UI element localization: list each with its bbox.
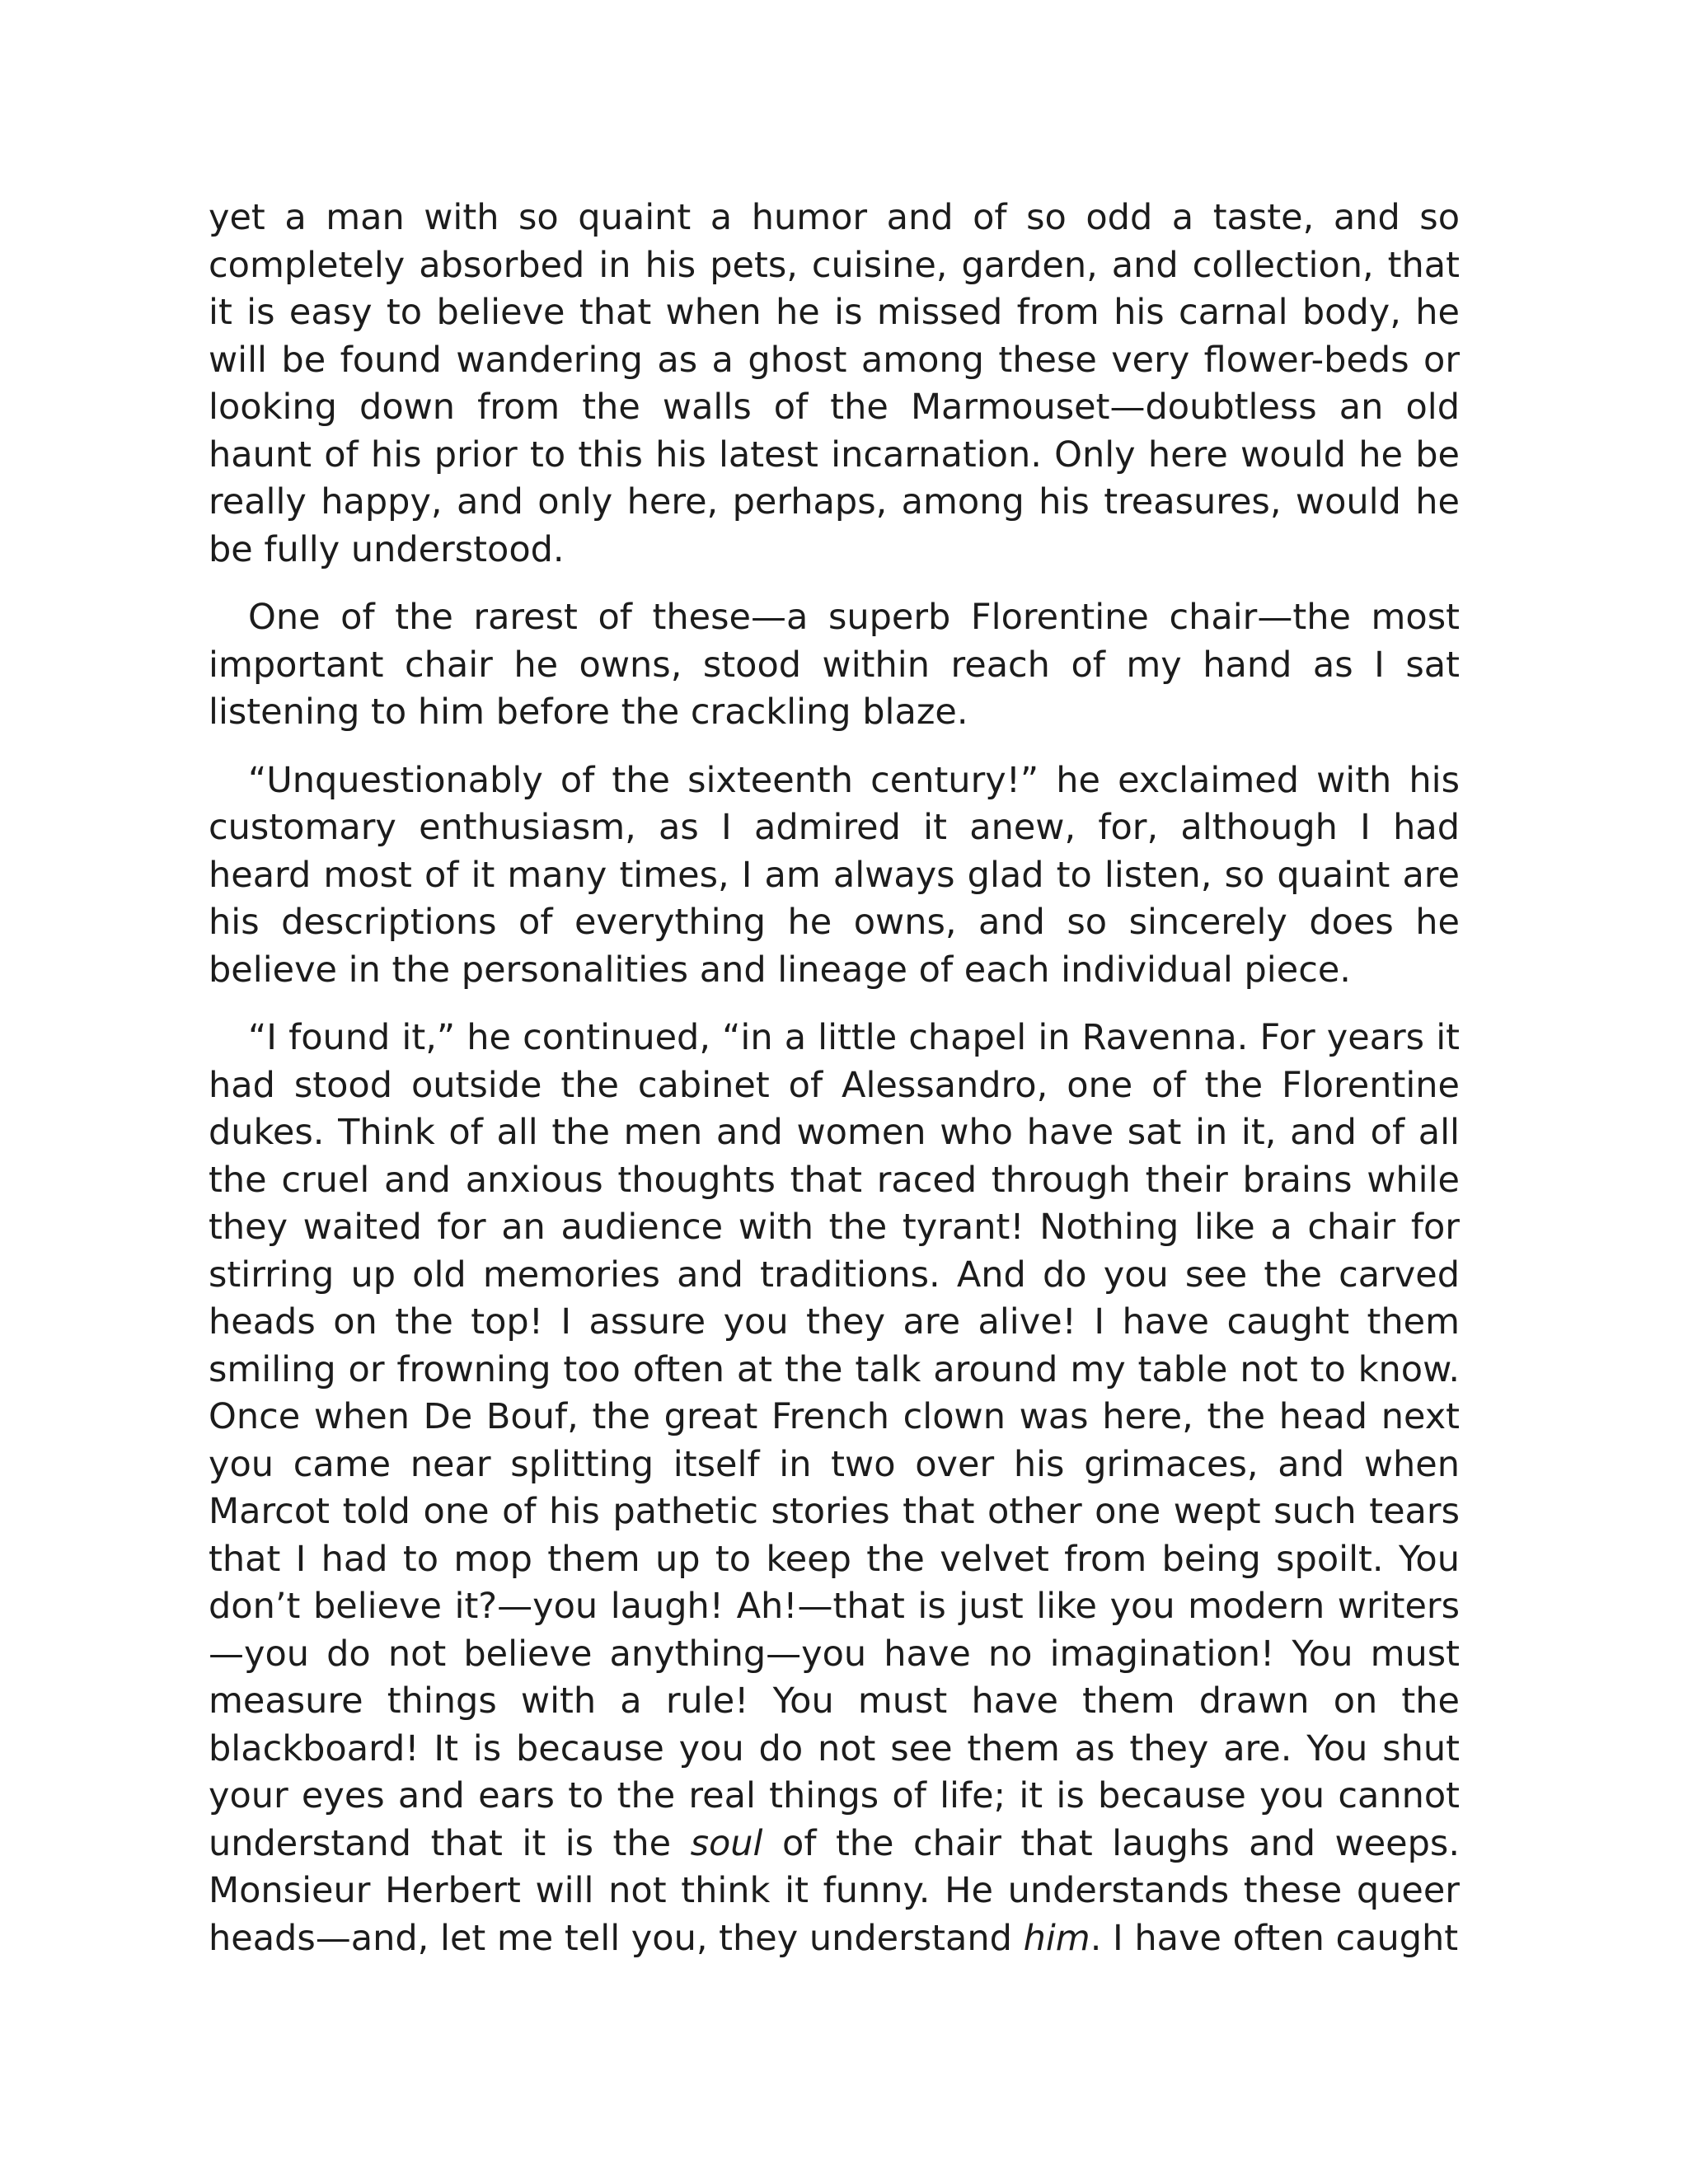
paragraph-3: [209, 757, 1460, 995]
paragraph-4-italic-him: him: [1023, 1917, 1090, 1959]
paragraph-3-text: “Unquestionably of the sixteenth century!” he exclaimed with his customary enthusiasm, as I admired it anew, for, although I had heard most of it many times, I am always glad to listen, so quaint are his descriptions of everything he owns, and so sincerely does he believe in the personalities and lineage of each individual piece.: [209, 759, 1460, 991]
paragraph-1: [209, 194, 1460, 574]
paragraph-4: [209, 1015, 1460, 1962]
paragraph-4-text-c: . I have often caught: [1090, 1917, 1459, 1959]
paragraph-2-text: One of the rarest of these—a superb Florentine chair—the most important chair he owns, stood within reach of my hand as I sat listening to him before the crackling blaze.: [209, 597, 1460, 733]
book-page: [209, 194, 1460, 1983]
paragraph-4-text-a: “I found it,” he continued, “in a little chapel in Ravenna. For years it had stood outside the cabinet of Alessandro, one of the Florentine dukes. Think of all the men and women who have sat in it, and of all the cruel and anxious thoughts that raced through their brains while they waited for an audience with the tyrant! Nothing like a chair for stirring up old memories and traditions. And do you see the carved heads on the top! I assure you they are alive! I have caught them smiling or frowning too often at the talk around my table not to know. Once when De Bouf, the great French clown was here, the head next you came near splitting itself in two over his grimaces, and when Marcot told one of his pathetic stories that other one wept such tears that I had to mop them up to keep the velvet from being spoilt. You don’t believe it?—you laugh! Ah!—that is just like you modern writers—you do not believe anything—you have no imagination! You must measure things with a rule! You must have them drawn on the blackboard! It is because you do not see them as they are. You shut your eyes and ears to the real things of life; it is because you cannot understand that it is the: [209, 1017, 1460, 1864]
paragraph-4-italic-soul: soul: [690, 1822, 763, 1864]
paragraph-4-text-b: of the chair that laughs and weeps. Monsieur Herbert will not think it funny. He understands these queer heads—and, let me tell you, they understand: [209, 1822, 1460, 1959]
paragraph-2: [209, 594, 1460, 737]
paragraph-1-text: yet a man with so quaint a humor and of so odd a taste, and so completely absorbed in his pets, cuisine, garden, and collection, that it is easy to believe that when he is missed from his carnal body, he will be found wandering as a ghost among these very flower-beds or looking down from the walls of the Marmouset—doubtless an old haunt of his prior to this his latest incarnation. Only here would he be really happy, and only here, perhaps, among his treasures, would he be fully understood.: [209, 197, 1460, 570]
